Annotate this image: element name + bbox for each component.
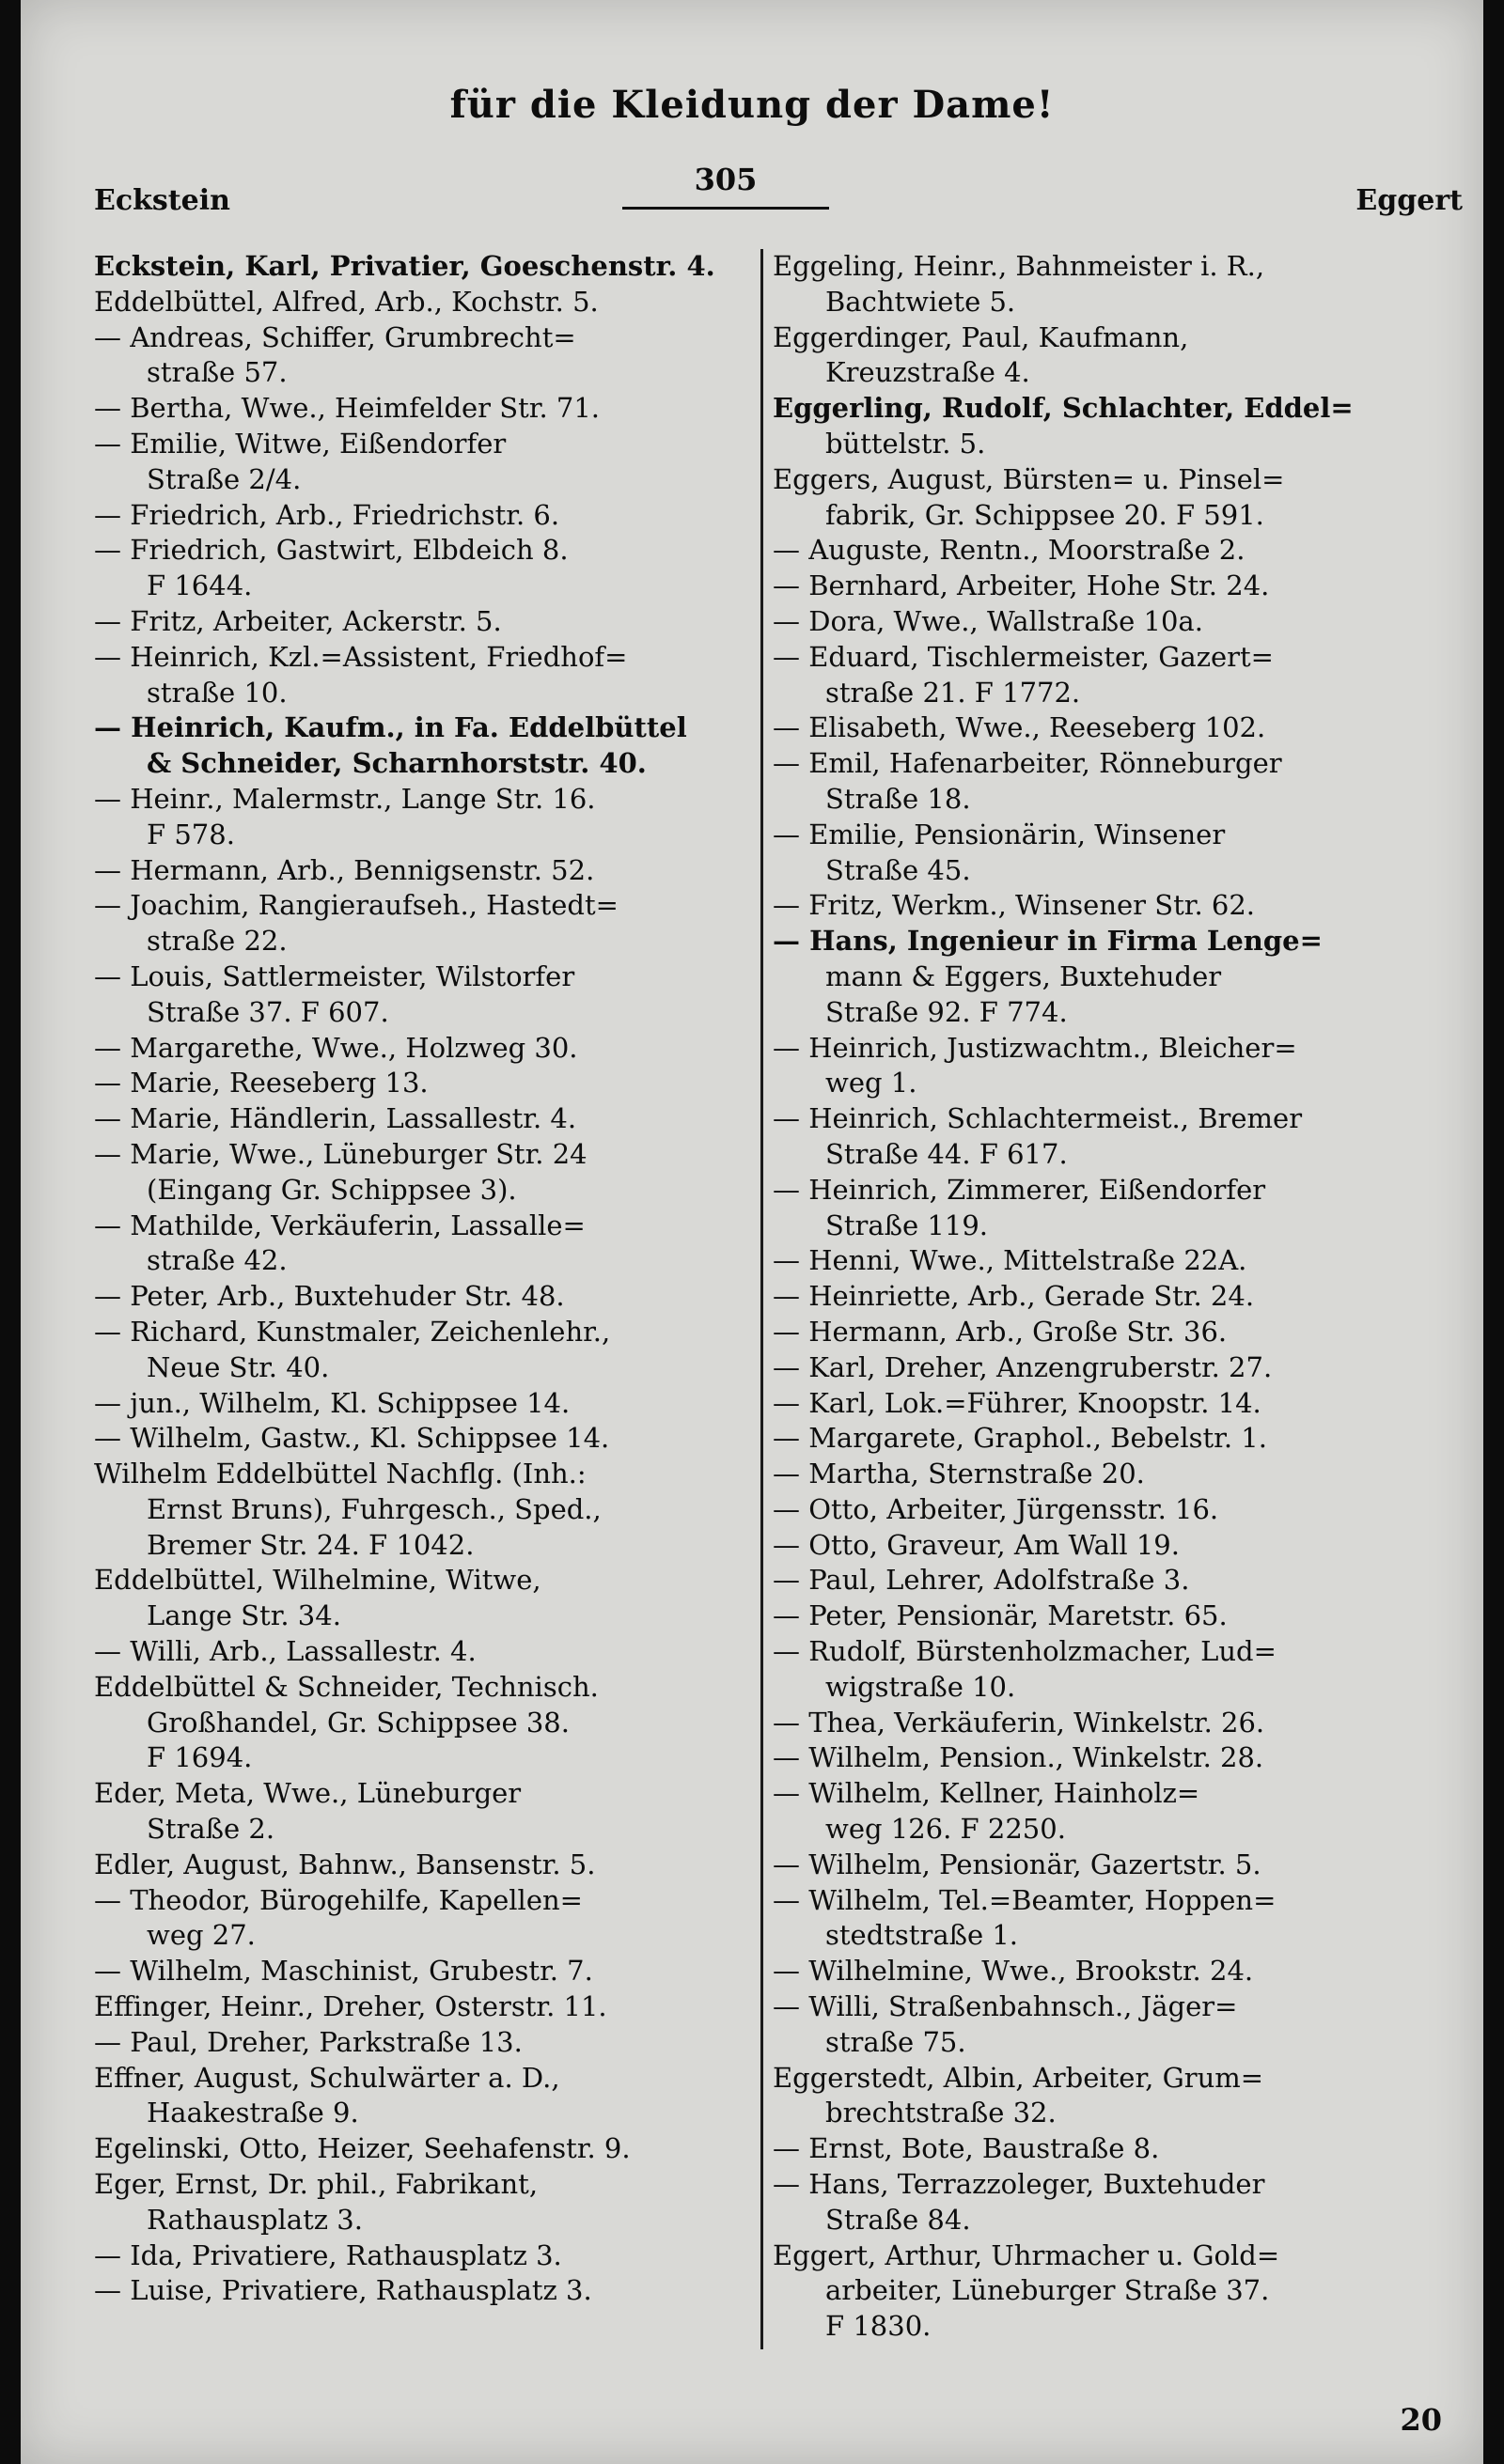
directory-entry-line: Effinger, Heinr., Dreher, Osterstr. 11. (94, 1990, 607, 2023)
directory-entry-line: — Hans, Terrazzoleger, Buxtehuder (773, 2168, 1265, 2201)
directory-entry-line: — Karl, Dreher, Anzengruberstr. 27. (773, 1350, 1273, 1383)
directory-entry-line: — Bertha, Wwe., Heimfelder Str. 71. (94, 392, 601, 425)
directory-entry-line: F 1830. (825, 2310, 932, 2343)
directory-entry-line: — Peter, Pensionär, Maretstr. 65. (773, 1599, 1228, 1632)
directory-entry-line: Ernst Bruns), Fuhrgesch., Sped., (147, 1492, 602, 1525)
directory-entry-line: — Hermann, Arb., Große Str. 36. (773, 1315, 1228, 1348)
directory-entry-line: — Ernst, Bote, Baustraße 8. (773, 2132, 1160, 2165)
directory-entry-line: mann & Eggers, Buxtehuder (825, 959, 1222, 992)
directory-entry-line: — Emil, Hafenarbeiter, Rönneburger (773, 747, 1282, 780)
running-head-left: Eckstein (94, 184, 230, 217)
directory-entry-line: Straße 18. (825, 782, 971, 815)
directory-entry-line: Egelinski, Otto, Heizer, Seehafenstr. 9. (94, 2132, 631, 2165)
directory-entry-line: — Heinrich, Justizwachtm., Bleicher= (773, 1031, 1297, 1064)
directory-entry-line: (Eingang Gr. Schippsee 3). (147, 1173, 517, 1206)
directory-entry-line: Großhandel, Gr. Schippsee 38. (147, 1706, 570, 1739)
left-column (94, 249, 752, 2309)
directory-entry-line: Straße 84. (825, 2203, 971, 2236)
directory-entry-line: weg 126. F 2250. (825, 1813, 1066, 1846)
directory-entry-line: — Thea, Verkäuferin, Winkelstr. 26. (773, 1706, 1265, 1739)
directory-entry-line: — Wilhelm, Gastw., Kl. Schippsee 14. (94, 1422, 610, 1455)
directory-entry-line: stedtstraße 1. (825, 1919, 1019, 1952)
directory-entry-line: — Willi, Straßenbahnsch., Jäger= (773, 1990, 1238, 2023)
directory-page (21, 0, 1483, 2464)
directory-entry-line: — Marie, Händlerin, Lassallestr. 4. (94, 1102, 577, 1135)
directory-entry-line: Wilhelm Eddelbüttel Nachflg. (Inh.: (94, 1458, 587, 1490)
directory-entry-line: — Heinrich, Kzl.=Assistent, Friedhof= (94, 640, 628, 673)
directory-entry-line: — Luise, Privatiere, Rathausplatz 3. (94, 2274, 592, 2307)
directory-entry-line: — Rudolf, Bürstenholzmacher, Lud= (773, 1635, 1277, 1668)
directory-entry-line: straße 57. (147, 356, 288, 389)
directory-entry-line: Eder, Meta, Wwe., Lüneburger (94, 1777, 522, 1810)
directory-entry-line: — Friedrich, Arb., Friedrichstr. 6. (94, 498, 560, 531)
directory-entry-line: Edler, August, Bahnw., Bansenstr. 5. (94, 1848, 596, 1880)
directory-entry-line: — Wilhelm, Maschinist, Grubestr. 7. (94, 1955, 593, 1988)
directory-entry-line: Straße 44. F 617. (825, 1137, 1068, 1170)
directory-entry-line: — Karl, Lok.=Führer, Knoopstr. 14. (773, 1386, 1261, 1419)
directory-entry-line: Straße 2/4. (147, 462, 302, 495)
directory-entry-line: Lange Str. 34. (147, 1599, 341, 1632)
right-column (773, 249, 1365, 2345)
directory-entry-line: — Elisabeth, Wwe., Reeseberg 102. (773, 711, 1266, 744)
directory-entry-line: — Henni, Wwe., Mittelstraße 22A. (773, 1244, 1247, 1277)
running-head-right: Eggert (1355, 184, 1463, 217)
directory-entry-line: — Marie, Reeseberg 13. (94, 1067, 429, 1099)
directory-entry-line: — Eduard, Tischlermeister, Gazert= (773, 640, 1274, 673)
directory-entry-line: F 578. (147, 818, 235, 850)
directory-entry-line: & Schneider, Scharnhorststr. 40. (147, 747, 647, 780)
directory-entry-line: brechtstraße 32. (825, 2097, 1057, 2129)
directory-entry-line: straße 42. (147, 1244, 288, 1277)
directory-entry-line: Bachtwiete 5. (825, 285, 1016, 318)
directory-entry-line: — Heinr., Malermstr., Lange Str. 16. (94, 782, 596, 815)
directory-entry-line: — Mathilde, Verkäuferin, Lassalle= (94, 1209, 586, 1241)
directory-entry-line: — Paul, Lehrer, Adolfstraße 3. (773, 1564, 1190, 1597)
directory-entry-line: Straße 37. F 607. (147, 995, 389, 1028)
directory-entry-line: Straße 2. (147, 1813, 275, 1846)
directory-entry-line: — Friedrich, Gastwirt, Elbdeich 8. (94, 534, 569, 567)
directory-entry-line: — Otto, Arbeiter, Jürgensstr. 16. (773, 1492, 1219, 1525)
directory-entry-line: — Margarete, Graphol., Bebelstr. 1. (773, 1422, 1267, 1455)
directory-entry-line: — Willi, Arb., Lassallestr. 4. (94, 1635, 477, 1668)
directory-entry-line: Eggerdinger, Paul, Kaufmann, (773, 320, 1189, 353)
directory-entry-line: — Heinrich, Zimmerer, Eißendorfer (773, 1173, 1266, 1206)
directory-entry-line: arbeiter, Lüneburger Straße 37. (825, 2274, 1270, 2307)
directory-entry-line: — Wilhelm, Tel.=Beamter, Hoppen= (773, 1883, 1277, 1916)
directory-entry-line: straße 75. (825, 2025, 966, 2058)
directory-entry-line: straße 21. F 1772. (825, 676, 1081, 709)
directory-entry-line: weg 27. (147, 1919, 256, 1952)
directory-entry-line: — Louis, Sattlermeister, Wilstorfer (94, 959, 575, 992)
directory-entry-line: — Emilie, Witwe, Eißendorfer (94, 427, 507, 460)
directory-entry-line: F 1644. (147, 569, 253, 602)
page-banner: für die Kleidung der Dame! (449, 83, 1055, 127)
directory-entry-line: wigstraße 10. (825, 1670, 1016, 1703)
directory-entry-line: — Paul, Dreher, Parkstraße 13. (94, 2025, 523, 2058)
directory-entry-line: Eggers, August, Bürsten= u. Pinsel= (773, 462, 1285, 495)
directory-entry-line: — jun., Wilhelm, Kl. Schippsee 14. (94, 1386, 571, 1419)
directory-entry-line: Straße 45. (825, 853, 971, 886)
column-divider (760, 249, 763, 2349)
directory-entry-line: straße 22. (147, 925, 288, 958)
directory-entry-line: straße 10. (147, 676, 288, 709)
directory-entry-line: Eggerstedt, Albin, Arbeiter, Grum= (773, 2061, 1264, 2094)
directory-entry-line: — Hans, Ingenieur in Firma Lenge= (773, 925, 1323, 958)
directory-entry-line: — Dora, Wwe., Wallstraße 10a. (773, 604, 1203, 637)
directory-entry-line: — Wilhelmine, Wwe., Brookstr. 24. (773, 1955, 1254, 1988)
directory-entry-line: — Fritz, Arbeiter, Ackerstr. 5. (94, 604, 502, 637)
directory-entry-line: — Wilhelm, Pensionär, Gazertstr. 5. (773, 1848, 1261, 1880)
directory-entry-line: — Theodor, Bürogehilfe, Kapellen= (94, 1883, 583, 1916)
directory-entry-line: büttelstr. 5. (825, 427, 986, 460)
directory-entry-line: Neue Str. 40. (147, 1350, 330, 1383)
directory-entry-line: — Wilhelm, Pension., Winkelstr. 28. (773, 1741, 1264, 1774)
directory-entry-line: Haakestraße 9. (147, 2097, 359, 2129)
directory-entry-line: Eger, Ernst, Dr. phil., Fabrikant, (94, 2168, 539, 2201)
directory-entry-line: — Joachim, Rangieraufseh., Hastedt= (94, 889, 619, 922)
directory-entry-line: — Heinrich, Schlachtermeist., Bremer (773, 1102, 1303, 1135)
directory-entry-line: Eckstein, Karl, Privatier, Goeschenstr. 4. (94, 250, 715, 282)
directory-entry-line: — Richard, Kunstmaler, Zeichenlehr., (94, 1315, 611, 1348)
directory-entry-line: — Heinriette, Arb., Gerade Str. 24. (773, 1280, 1255, 1313)
directory-entry-line: Eggeling, Heinr., Bahnmeister i. R., (773, 250, 1265, 282)
directory-entry-line: Eggert, Arthur, Uhrmacher u. Gold= (773, 2238, 1280, 2271)
directory-entry-line: — Bernhard, Arbeiter, Hohe Str. 24. (773, 569, 1270, 602)
directory-entry-line: Rathausplatz 3. (147, 2203, 363, 2236)
directory-entry-line: — Wilhelm, Kellner, Hainholz= (773, 1777, 1200, 1810)
directory-entry-line: fabrik, Gr. Schippsee 20. F 591. (825, 498, 1264, 531)
directory-entry-line: — Otto, Graveur, Am Wall 19. (773, 1528, 1180, 1561)
directory-entry-line: Eddelbüttel, Alfred, Arb., Kochstr. 5. (94, 285, 599, 318)
directory-entry-line: — Margarethe, Wwe., Holzweg 30. (94, 1031, 578, 1064)
directory-entry-line: — Marie, Wwe., Lüneburger Str. 24 (94, 1137, 588, 1170)
directory-entry-line: weg 1. (825, 1067, 917, 1099)
directory-entry-line: Kreuzstraße 4. (825, 356, 1030, 389)
directory-entry-line: Bremer Str. 24. F 1042. (147, 1528, 475, 1561)
directory-entry-line: Straße 119. (825, 1209, 988, 1241)
directory-entry-line: F 1694. (147, 1741, 253, 1774)
directory-entry-line: Effner, August, Schulwärter a. D., (94, 2061, 560, 2094)
signature-mark: 20 (1400, 2402, 1442, 2438)
directory-entry-line: Eggerling, Rudolf, Schlachter, Eddel= (773, 392, 1354, 425)
page-number: 305 (622, 162, 829, 210)
directory-entry-line: — Martha, Sternstraße 20. (773, 1458, 1145, 1490)
directory-entry-line: — Ida, Privatiere, Rathausplatz 3. (94, 2238, 562, 2271)
directory-entry-line: — Heinrich, Kaufm., in Fa. Eddelbüttel (94, 711, 687, 744)
directory-entry-line: — Fritz, Werkm., Winsener Str. 62. (773, 889, 1256, 922)
directory-entry-line: Eddelbüttel & Schneider, Technisch. (94, 1670, 599, 1703)
directory-entry-line: — Emilie, Pensionärin, Winsener (773, 818, 1226, 850)
directory-entry-line: — Hermann, Arb., Bennigsenstr. 52. (94, 853, 595, 886)
directory-entry-line: — Auguste, Rentn., Moorstraße 2. (773, 534, 1246, 567)
directory-entry-line: Straße 92. F 774. (825, 995, 1068, 1028)
directory-entry-line: — Andreas, Schiffer, Grumbrecht= (94, 320, 576, 353)
directory-entry-line: — Peter, Arb., Buxtehuder Str. 48. (94, 1280, 565, 1313)
directory-entry-line: Eddelbüttel, Wilhelmine, Witwe, (94, 1564, 541, 1597)
